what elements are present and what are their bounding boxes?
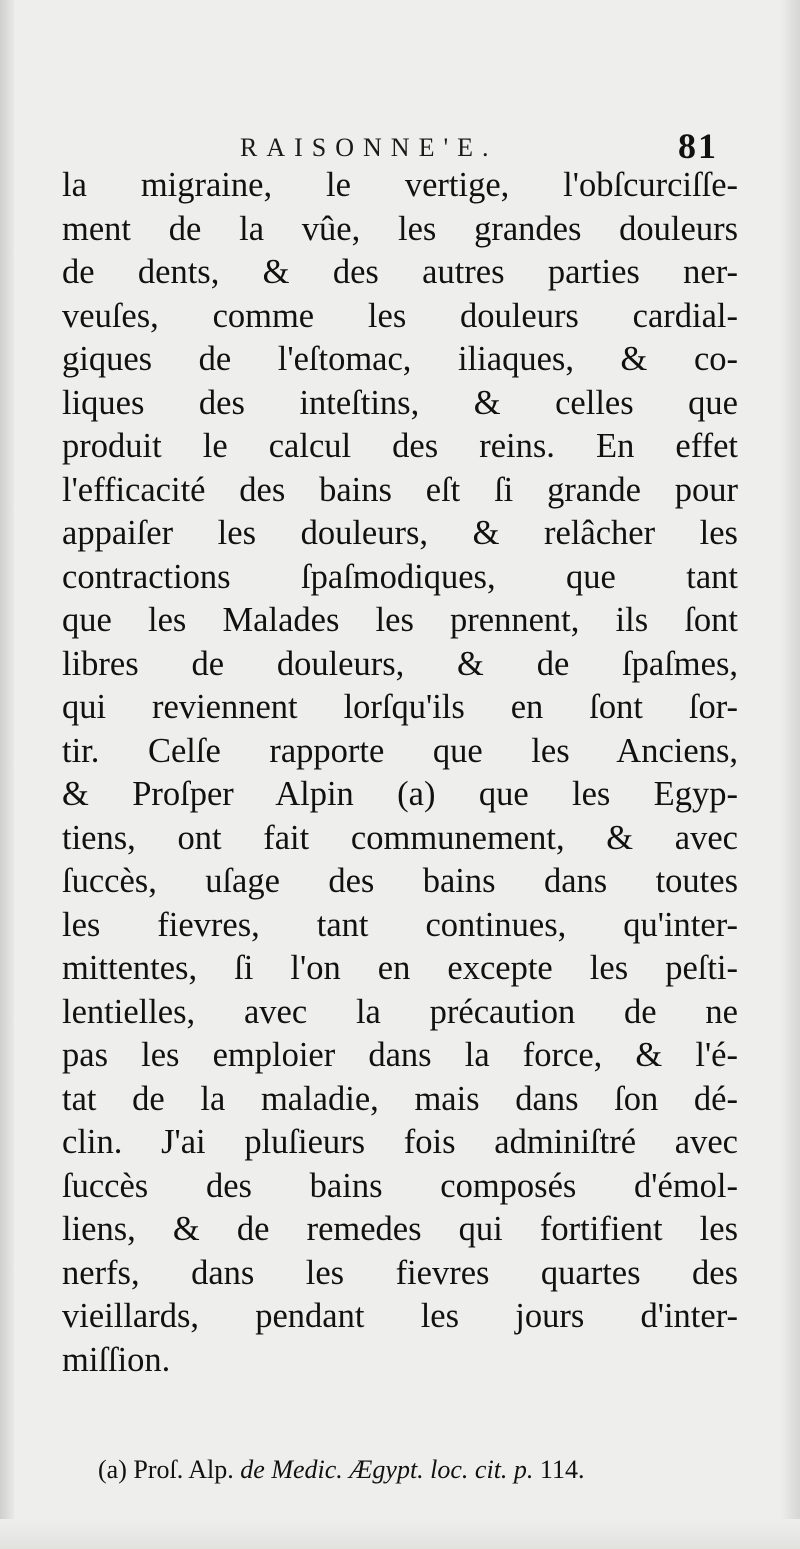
page-gutter-shadow	[0, 0, 14, 1549]
footnote-page-ref: 114.	[539, 1455, 585, 1484]
footnote-author: Proſ. Alp.	[133, 1455, 234, 1484]
text-line: mittentes, ſi l'on en excepte les peſti-	[62, 949, 738, 987]
footnote-citation: de Medic. Ægypt. loc. cit. p.	[240, 1455, 534, 1484]
text-line: ment de la vûe, les grandes douleurs	[62, 209, 738, 248]
text-line: & Proſper Alpin (a) que les Egyp-	[62, 775, 738, 813]
text-line: l'efficacité des bains eſt ſi grande pour	[62, 470, 738, 509]
page-edge-shadow	[780, 0, 800, 1549]
text-line: liens, & de remedes qui fortifient les	[62, 1210, 738, 1248]
text-line: ſuccès des bains composés d'émol-	[62, 1166, 738, 1205]
body-text	[62, 164, 738, 1382]
text-line: de dents, & des autres parties ner-	[62, 253, 738, 291]
running-head-title: RAISONNE'E.	[240, 133, 498, 162]
text-line: giques de l'eſtomac, iliaques, & co-	[62, 340, 738, 378]
text-line: contractions ſpaſmodiques, que tant	[62, 557, 738, 596]
running-head	[0, 125, 800, 165]
page-number: 81	[678, 126, 718, 166]
text-line: lentielles, avec la précaution de ne	[62, 992, 738, 1031]
text-line: liques des inteſtins, & celles que	[62, 383, 738, 422]
text-line: ſuccès, uſage des bains dans toutes	[62, 862, 738, 900]
text-line: vieillards, pendant les jours d'inter-	[62, 1297, 738, 1335]
text-line: tiens, ont fait communement, & avec	[62, 818, 738, 857]
footnote-marker: (a)	[98, 1455, 127, 1484]
text-line: tir. Celſe rapporte que les Anciens,	[62, 731, 738, 770]
text-line: libres de douleurs, & de ſpaſmes,	[62, 644, 738, 683]
text-line: que les Malades les prennent, ils ſont	[62, 601, 738, 639]
text-line: les fievres, tant continues, qu'inter-	[62, 905, 738, 944]
text-line: pas les emploier dans la force, & l'é-	[62, 1036, 738, 1074]
text-line: clin. J'ai pluſieurs fois adminiſtré avec	[62, 1123, 738, 1161]
text-line: produit le calcul des reins. En effet	[62, 427, 738, 465]
text-line: qui reviennent lorſqu'ils en ſont ſor-	[62, 688, 738, 726]
text-line: appaiſer les douleurs, & relâcher les	[62, 514, 738, 552]
text-line: la migraine, le vertige, l'obſcurciſſe-	[62, 166, 738, 204]
text-line: tat de la maladie, mais dans ſon dé-	[62, 1079, 738, 1118]
page-bottom-shadow	[0, 1519, 800, 1549]
text-line: veuſes, comme les douleurs cardial-	[62, 296, 738, 335]
footnote	[98, 1455, 738, 1485]
text-line: nerfs, dans les fievres quartes des	[62, 1253, 738, 1292]
text-line-last: miſſion.	[62, 1340, 171, 1379]
